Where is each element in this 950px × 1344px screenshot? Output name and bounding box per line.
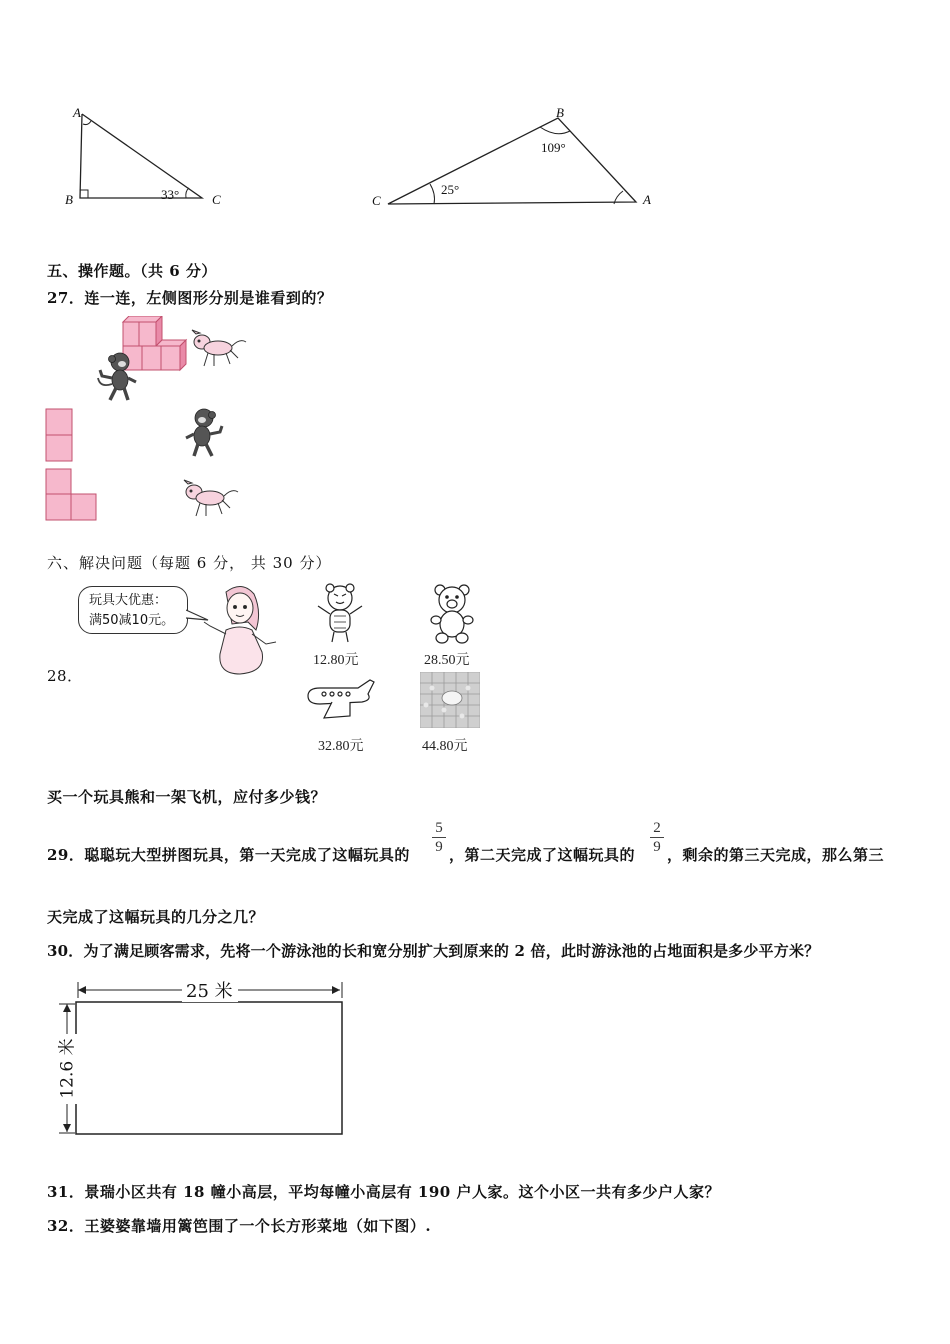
vertex-label-c: C [212,192,221,207]
airplane-price: 32.80元 [318,739,364,754]
question-29-part2: ，第二天完成了这幅玩具的 [449,846,636,864]
teddy-bear-icon [424,582,480,644]
vertex-label-a: A [643,192,651,207]
monkey-icon [180,406,228,461]
question-29-part4: 天完成了这幅玩具的几分之几？ [47,908,265,926]
puzzle-price: 44.80元 [422,739,468,754]
vertex-label-c: C [372,193,381,208]
fraction-five-ninths [432,820,446,855]
sale-speech-bubble [78,586,188,634]
triangle-abc-obtuse [380,100,660,212]
section-heading: 六、解决问题（每题 6 分， 共 30 分） [47,554,332,572]
question-31: 31．景瑞小区共有 18 幢小高层，平均每幢小高层有 190 户人家。这个小区一共有多少户人家？ [47,1183,720,1201]
angle-b-label: 109° [541,140,566,155]
fraction-numerator: 5 [435,820,443,836]
vertex-label-b: B [65,192,73,207]
view-shape-l [45,468,101,524]
vertex-label-a: A [73,105,81,120]
bubble-line-1: 玩具大优惠： [89,593,168,608]
dog-icon [180,478,240,522]
fraction-denominator: 9 [653,839,661,855]
pool-width-label: 12.6 米 [57,1038,78,1099]
question-27: 27．连一连，左侧图形分别是谁看到的？ [47,289,333,307]
monkey-icon [92,350,140,405]
pool-length-label: 25 米 [186,981,233,1002]
vertex-label-b: B [556,105,564,120]
question-29-part3: ，剩余的第三天完成，那么第三 [667,846,885,864]
question-29-part1: 29．聪聪玩大型拼图玩具，第一天完成了这幅玩具的 [47,846,410,864]
view-shape-two-squares [45,408,75,464]
tiger-price: 12.80元 [313,653,359,668]
fraction-bar [650,837,664,838]
fraction-two-ninths [650,820,664,855]
fraction-numerator: 2 [653,820,661,836]
angle-c-label: 25° [441,182,460,197]
puzzle-toy-icon [420,672,480,728]
angle-c-label: 33° [161,187,180,202]
question-28-text: 买一个玩具熊和一架飞机，应付多少钱？ [47,788,327,806]
section-heading: 五、操作题。（共 6 分） [47,262,217,280]
girl-illustration [196,582,280,678]
fraction-denominator: 9 [435,839,443,855]
bubble-line-2: 满50减10元。 [89,613,175,628]
airplane-toy-icon [302,676,378,724]
dog-icon [188,328,248,372]
tiger-toy-icon [312,582,368,644]
question-28-number: 28． [47,667,83,685]
question-30: 30．为了满足顾客需求，先将一个游泳池的长和宽分别扩大到原来的 2 倍，此时游泳池的占地面积是多少平方米？ [47,942,820,960]
teddy-bear-price: 28.50元 [424,653,470,668]
fraction-bar [432,837,446,838]
question-32: 32．王婆婆靠墙用篱笆围了一个长方形菜地（如下图）. [47,1217,432,1235]
